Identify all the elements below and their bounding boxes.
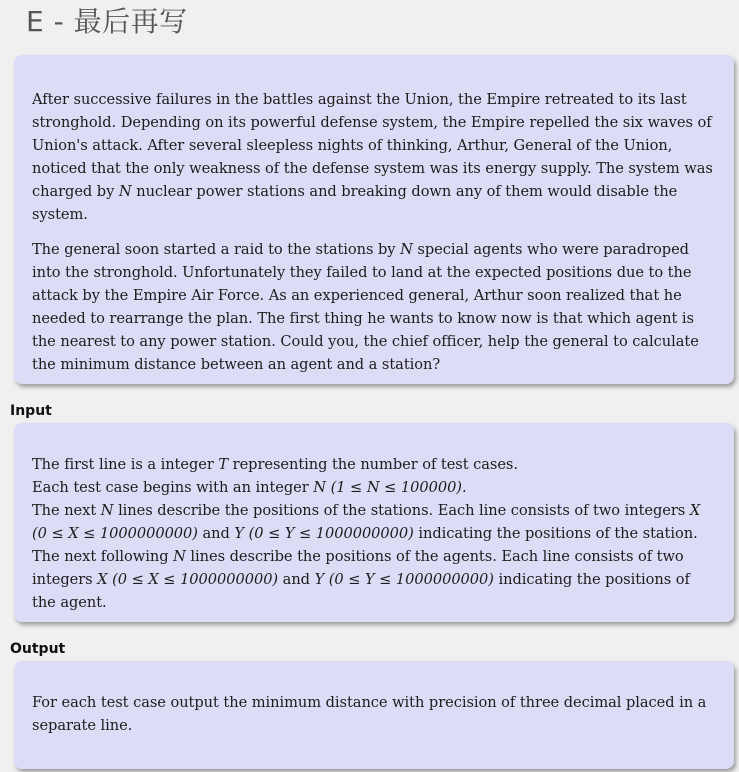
input-panel [14, 423, 734, 622]
input-line-4: The next following N lines describe the positions of the agents. Each line consists of two integers X (0 ≤ X ≤ 1000000000) and Y (0 ≤ Y ≤ 1000000000) indicating the positions of the agent. [32, 548, 690, 611]
input-line-1: The first line is a integer T representing the number of test cases. [32, 456, 518, 473]
description-text: nuclear power stations and breaking down any of them would disable the system. [32, 183, 678, 223]
math-variable: N [118, 183, 132, 200]
description-text: After successive failures in the battles against the Union, the Empire retreated to its last stronghold. Depending on its powerful defense system, the Empire repelled the six waves of Union's attack. After several sleepless nights of thinking, Arthur, General of the Union, noticed that the only weakness of the defense system was its energy supply. The system was charged by [32, 91, 713, 200]
page-title: E - 最后再写 [26, 5, 188, 38]
math-variable: N [400, 241, 413, 258]
input-heading: Input [10, 403, 52, 419]
input-text [32, 453, 716, 614]
output-panel [14, 661, 734, 769]
input-line-3: The next N lines describe the positions of the stations. Each line consists of two integers X (0 ≤ X ≤ 1000000000) and Y (0 ≤ Y ≤ 1000000000) indicating the positions of the station. [32, 502, 701, 542]
description-paragraph-2 [32, 238, 716, 376]
input-line-2: Each test case begins with an integer N (1 ≤ N ≤ 100000). [32, 479, 467, 496]
output-heading: Output [10, 641, 66, 657]
output-text: For each test case output the minimum distance with precision of three decimal placed in a separate line. [32, 694, 707, 734]
description-panel [14, 55, 734, 384]
description-paragraph-1 [32, 88, 716, 226]
description-text: The general soon started a raid to the stations by [32, 241, 396, 258]
description-text: special agents who were paradroped into the stronghold. Unfortunately they failed to land at the expected positions due to the attack by the Empire Air Force. As an experienced general, Arthur soon realized that he needed to rearrange the plan. The first thing he wants to know now is that which agent is the nearest to any power station. Could you, the chief officer, help the general to calculate the minimum distance between an agent and a station? [32, 241, 699, 373]
